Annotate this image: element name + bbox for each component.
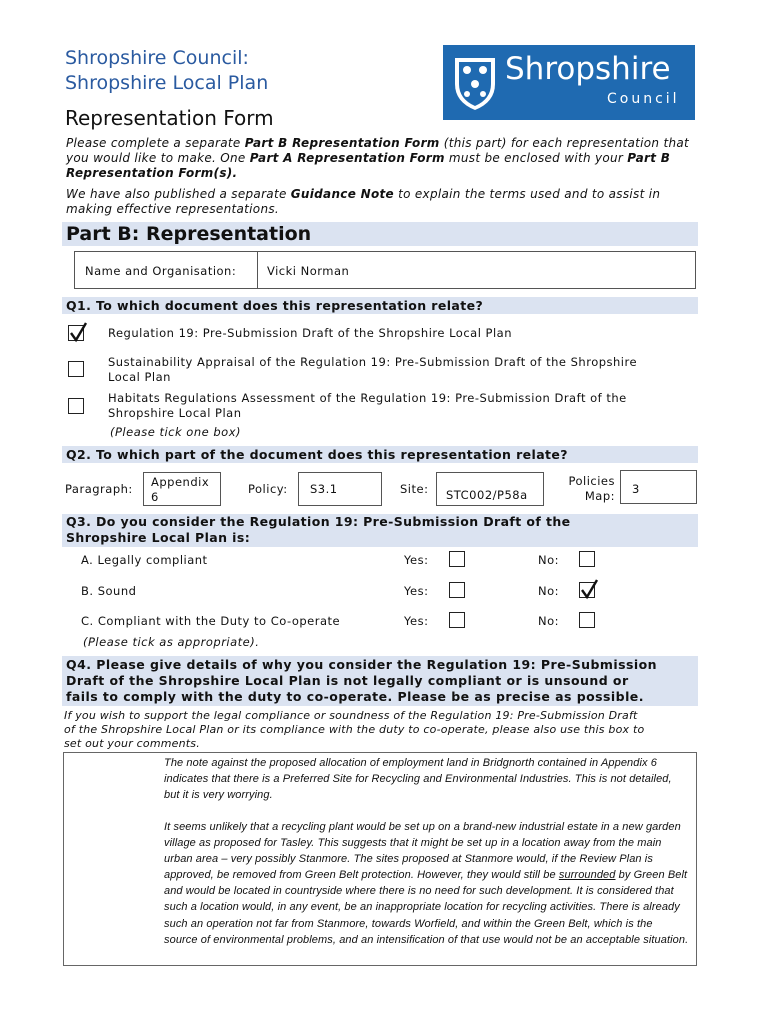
name-label: Name and Organisation: [85, 264, 237, 278]
policy-field[interactable]: S3.1 [298, 472, 382, 506]
no-label: No: [538, 614, 560, 628]
q3-b-no-checkbox[interactable] [579, 582, 595, 598]
q3-heading: Q3. Do you consider the Regulation 19: Pre-Submission Draft of the Shropshire Local Plan is: [62, 514, 698, 547]
name-organisation-box [74, 251, 696, 289]
paragraph-field[interactable]: Appendix 6 [143, 472, 221, 506]
q1-option-label: Regulation 19: Pre-Submission Draft of the Shropshire Local Plan [108, 326, 513, 340]
comment-paragraph-1: The note against the proposed allocation of employment land in Bridgnorth contained in Appendix 6 indicates that there is a Preferred Site for Recycling and Environmental Industries. This is not detailed, but it is very worrying. [164, 757, 672, 802]
paragraph-label: Paragraph: [65, 482, 133, 496]
policies-map-label: Policies Map: [568, 474, 615, 503]
part-b-heading: Part B: Representation [62, 222, 698, 246]
shropshire-logo [443, 45, 695, 120]
council-title: Shropshire Council: [65, 47, 249, 69]
q1-hint: (Please tick one box) [110, 425, 241, 439]
crest-icon [453, 54, 497, 112]
yes-label: Yes: [404, 614, 429, 628]
q1-heading: Q1. To which document does this representation relate? [62, 297, 698, 314]
q1-checkbox-sa[interactable] [68, 361, 84, 377]
intro-paragraph-2: We have also published a separate Guidance Note to explain the terms used and to assist in making effective representations. [66, 187, 661, 216]
q1-option-label: Sustainability Appraisal of the Regulation 19: Pre-Submission Draft of the Shropshire Local Plan [108, 355, 638, 384]
q3-c-yes-checkbox[interactable] [449, 612, 465, 628]
q1-option-label: Habitats Regulations Assessment of the Regulation 19: Pre-Submission Draft of the Shropshire Local Plan [108, 391, 627, 420]
yes-label: Yes: [404, 553, 429, 567]
q2-heading: Q2. To which part of the document does this representation relate? [62, 446, 698, 463]
logo-wordmark: Shropshire [505, 51, 671, 87]
q3-c-no-checkbox[interactable] [579, 612, 595, 628]
q1-checkbox-reg19[interactable] [68, 325, 84, 341]
name-value[interactable]: Vicki Norman [267, 264, 350, 278]
q3-b-yes-checkbox[interactable] [449, 582, 465, 598]
policy-label: Policy: [248, 482, 288, 496]
site-label: Site: [400, 482, 429, 496]
plan-title: Shropshire Local Plan [65, 72, 269, 94]
checkmark-icon [68, 320, 90, 344]
form-title: Representation Form [65, 106, 274, 130]
q3-hint: (Please tick as appropriate). [83, 635, 260, 649]
site-field[interactable]: STC002/P58a [436, 472, 544, 506]
comment-paragraph-2: It seems unlikely that a recycling plant would be set up on a brand-new industrial estate in a new garden village as proposed for Tasley. This suggests that it might be set up in a location away from the main urban area – very possibly Stanmore. The sites proposed at Stanmore would, if the Review Plan is approved, be removed from Green Belt protection. However, they would still be surrounded by Green Belt and would be located in countryside where there is no need for such development. It is considered that such a location would, in any event, be an inappropriate location for recycling activities. There is already such an operation not far from Stanmore, towards Worfield, and within the Green Belt, which is the source of environmental problems, and an intensification of that use would not be an acceptable situation. [164, 821, 689, 946]
logo-subtitle: Council [607, 91, 680, 107]
q3-a-no-checkbox[interactable] [579, 551, 595, 567]
no-label: No: [538, 553, 560, 567]
q4-note: If you wish to support the legal compliance or soundness of the Regulation 19: Pre-Submission Draft of the Shropshire Local Plan or its compliance with the duty to co-operate, please also use this box to set out your comments. [64, 709, 645, 750]
intro-paragraph-1: Please complete a separate Part B Representation Form (this part) for each representation that you would like to make. One Part A Representation Form must be enclosed with your Part B Representation Form(s). [66, 136, 690, 180]
checkmark-icon [579, 577, 601, 601]
q3-row-label: A. Legally compliant [81, 553, 208, 567]
q3-row-label: B. Sound [81, 584, 137, 598]
q1-checkbox-hra[interactable] [68, 398, 84, 414]
q4-heading: Q4. Please give details of why you consider the Regulation 19: Pre-Submission Draft of the Shropshire Local Plan is not legally compliant or is unsound or fails to comply with the duty to co-operate. Please be as precise as possible. [62, 656, 698, 706]
comments-textarea[interactable] [63, 752, 697, 966]
policies-map-field[interactable]: 3 [620, 470, 697, 504]
yes-label: Yes: [404, 584, 429, 598]
q3-a-yes-checkbox[interactable] [449, 551, 465, 567]
no-label: No: [538, 584, 560, 598]
q3-row-label: C. Compliant with the Duty to Co-operate [81, 614, 341, 628]
